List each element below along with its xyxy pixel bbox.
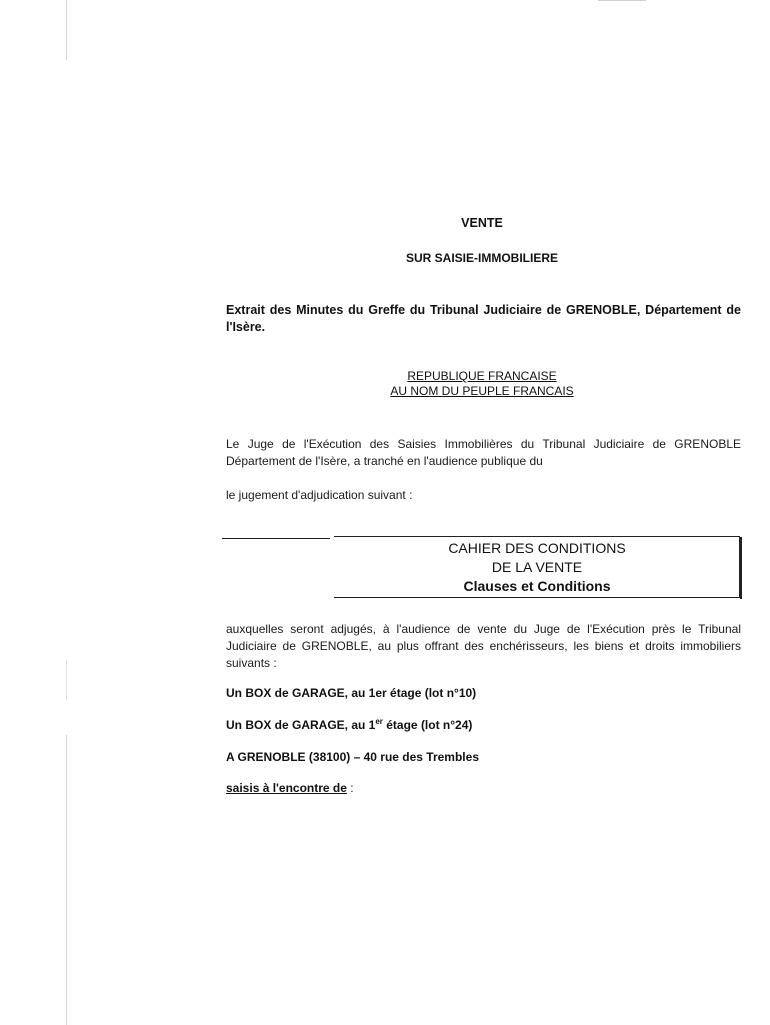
cahier-title: CAHIER DES CONDITIONS (448, 540, 626, 556)
lot-item: Un BOX de GARAGE, au 1er étage (lot n°10) (226, 686, 477, 700)
juge-paragraph: Le Juge de l'Exécution des Saisies Immobilières du Tribunal Judiciaire de GRENOBLE Département de l'Isère, a tranché en l'audience publique du (226, 437, 741, 468)
republique-heading (223, 369, 741, 399)
document-title: VENTE (461, 216, 503, 230)
cahier-clauses: Clauses et Conditions (463, 578, 611, 594)
scan-edge (66, 735, 67, 1025)
republique-line: REPUBLIQUE FRANCAISE (407, 369, 557, 383)
rule-line (222, 538, 330, 539)
peuple-line: AU NOM DU PEUPLE FRANCAIS (390, 384, 574, 398)
auxquels-paragraph: auxquelles seront adjugés, à l'audience de vente du Juge de l'Exécution près le Tribunal Judiciaire de GRENOBLE, au plus offrant des enchérisseurs, les biens et droits immobiliers suivants : (226, 622, 741, 670)
jugement-line: le jugement d'adjudication suivant : (226, 488, 413, 502)
cahier-subtitle: DE LA VENTE (491, 559, 583, 575)
saisis-line: saisis à l'encontre de : (226, 781, 354, 795)
scan-edge (66, 660, 67, 700)
scan-edge (66, 0, 67, 60)
saisis-label: saisis à l'encontre de (226, 781, 347, 795)
document-subtitle: SUR SAISIE-IMMOBILIERE (405, 251, 558, 265)
scan-artifact (598, 0, 646, 1)
cahier-box-shadow (740, 537, 742, 599)
lot-item: Un BOX de GARAGE, au 1er étage (lot n°24) (226, 717, 473, 732)
extrait-paragraph: Extrait des Minutes du Greffe du Tribunal Judiciaire de GRENOBLE, Département de l'Isère. (226, 303, 741, 334)
property-address: A GRENOBLE (38100) – 40 rue des Trembles (226, 750, 479, 764)
